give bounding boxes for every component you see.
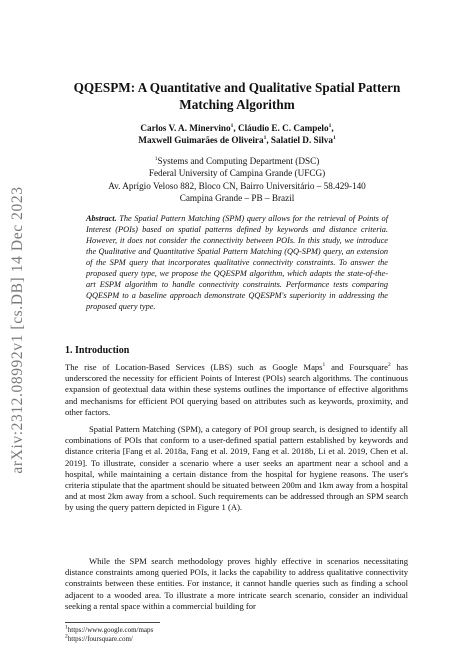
footnotes bbox=[65, 626, 153, 644]
author-campelo: Cláudio E. C. Campelo bbox=[237, 123, 329, 133]
affiliation-city: Campina Grande – PB – Brazil bbox=[179, 192, 295, 203]
paragraph-text: and Foursquare bbox=[325, 362, 388, 372]
footnote-link-foursquare[interactable]: https://foursquare.com/ bbox=[67, 635, 133, 643]
affil-mark: 1 bbox=[332, 135, 336, 142]
footnote-1 bbox=[65, 626, 153, 635]
intro-paragraph-1 bbox=[65, 362, 408, 418]
footnote-2 bbox=[65, 635, 153, 644]
affiliation-university: Federal University of Campina Grande (UFCG) bbox=[148, 168, 326, 179]
affiliation-address: Av. Aprígio Veloso 882, Bloco CN, Bairro Universitário – 58.429-140 bbox=[108, 180, 366, 191]
affiliation-department: Systems and Computing Department (DSC) bbox=[157, 156, 320, 166]
section-number: 1. bbox=[65, 345, 73, 356]
abstract bbox=[86, 213, 388, 312]
affil-mark: 1 bbox=[263, 135, 267, 142]
affil-mark: 1 bbox=[230, 122, 234, 129]
affil-mark: 1 bbox=[328, 122, 332, 129]
arxiv-sidebar-stamp bbox=[9, 165, 29, 495]
abstract-label: Abstract. bbox=[86, 214, 117, 223]
author-list: Carlos V. A. Minervino$^1$, Cláudio E. C. Campelo$^1$, Maxwell Guimarães de Oliveira$^1$, Salatiel D. Silva$^1$ bbox=[138, 122, 336, 146]
intro-paragraph-2: Spatial Pattern Matching (SPM), a category of POI group search, is designed to identify all combinations of POIs that conform to a user-defined spatial pattern established by keywords and distance criteria [Fang et al. 2018a, Fang et al. 2019, Fang et al. 2018b, Li et al. 2019, Chen et al. 2019]. To illustrate, consider a scenario where a user seeks an apartment near a school and a hospital, while maintaining a certain distance from the hospital for hygiene reasons. The user's criteria stipulate that the apartment should be situated between 200m and 1km away from a hospital and at most 2km away from a school. Such requirements can be addressed through an SPM search by using the query pattern depicted in Figure 1 (A). bbox=[65, 424, 408, 513]
abstract-text: The Spatial Pattern Matching (SPM) query allows for the retrieval of Points of Interest (POIs) based on spatial patterns defined by keywords and distance criteria. However, it does not consider the connectivity between POIs. In this study, we introduce the Qualitative and Quantitative Spatial Pattern Matching (QQ-SPM) query, an extension of the SPM query that incorporates qualitative connectivity constraints. To answer the proposed query type, we propose the QQESPM algorithm, which adapts the state-of-the-art ESPM algorithm to handle connectivity constraints. Performance tests comparing QQESPM to a baseline approach demonstrate QQESPM's superiority in addressing the proposed query type. bbox=[86, 214, 388, 311]
author-silva: Salatiel D. Silva bbox=[270, 135, 333, 146]
footnote-ref-1[interactable]: 1 bbox=[322, 362, 326, 369]
footnote-ref-2[interactable]: 2 bbox=[387, 362, 391, 369]
author-minervino: Carlos V. A. Minervino bbox=[140, 123, 231, 133]
affil-mark: 1 bbox=[154, 155, 158, 162]
paragraph-text: has underscored the necessity for efficient Points of Interest (POIs) search algorithms. The continuous expansion of geotextual data within these systems outlines the importance of effective algorithms and mechanisms for efficient POI querying based on attributes such as keywords, proximity, and other factors. bbox=[65, 362, 408, 417]
footnote-mark: 2 bbox=[65, 633, 68, 640]
footnote-link-google-maps[interactable]: https://www.google.com/maps bbox=[67, 626, 154, 634]
footnote-divider bbox=[65, 622, 160, 623]
paper-title: QQESPM: A Quantitative and Qualitative Spatial Pattern Matching Algorithm bbox=[73, 80, 401, 112]
section-title: Introduction bbox=[75, 345, 130, 356]
arxiv-identifier: arXiv:2312.08992v1 [cs.DB] 14 Dec 2023 bbox=[9, 186, 26, 474]
paragraph-text: The rise of Location-Based Services (LBS) such as Google Maps bbox=[65, 362, 323, 372]
affiliation-block bbox=[60, 155, 414, 204]
intro-paragraph-3: While the SPM search methodology proves highly effective in scenarios necessitating distance constraints among queried POIs, it lacks the capability to address qualitative connectivity constraints between these entities. For instance, it cannot handle queries such as finding a school adjacent to a wooded area. To illustrate a more intricate search scenario, consider an individual seeking a rental space within a commercial building for bbox=[65, 556, 408, 611]
author-oliveira: Maxwell Guimarães de Oliveira bbox=[138, 135, 264, 146]
footnote-mark: 1 bbox=[65, 624, 68, 631]
section-heading bbox=[65, 345, 129, 356]
